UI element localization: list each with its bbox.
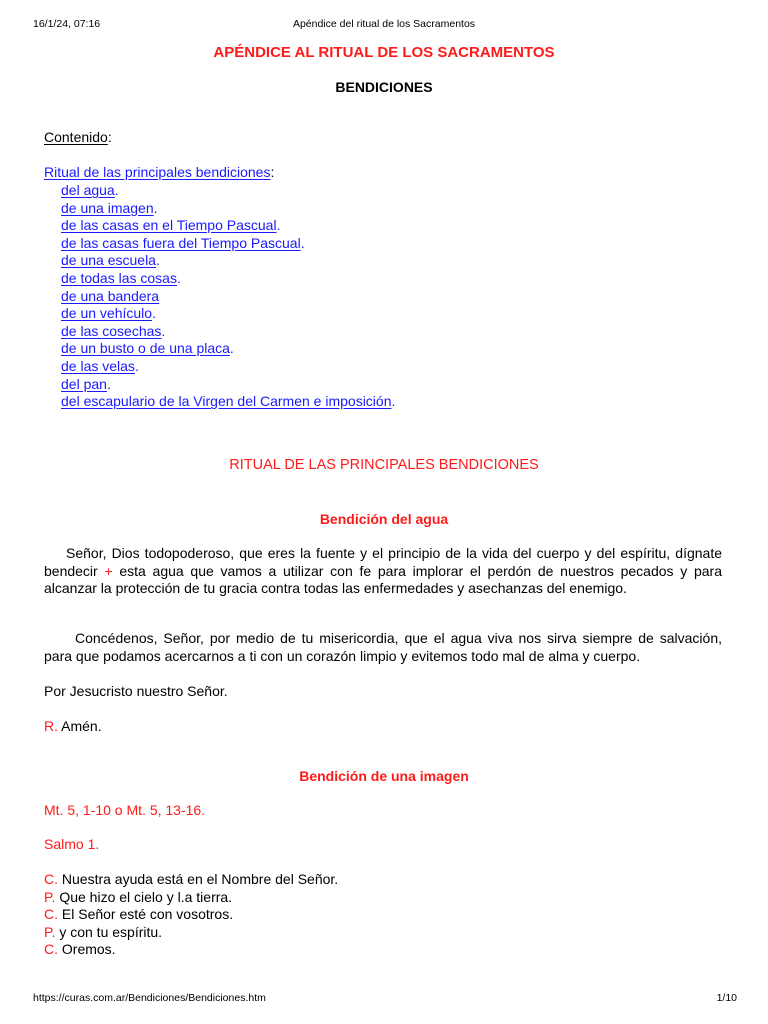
toc-item-suffix: . [114,182,119,198]
print-datetime: 16/1/24, 07:16 [33,18,101,30]
toc-item-suffix: . [161,322,166,339]
toc-item [61,340,234,358]
agua-paragraph-3: Por Jesucristo nuestro Señor. [44,683,228,699]
dialogue-text: Oremos. [58,941,116,958]
imagen-psalm: Salmo 1. [44,836,100,852]
dialogue-speaker: P. [44,923,56,940]
toc-item [61,288,159,306]
dialogue-speaker: P. [44,888,56,905]
toc-item [61,376,111,394]
toc-item-link[interactable]: de todas las cosas [61,270,177,286]
agua-title: Bendición del agua [319,511,449,527]
dialogue-speaker: C. [44,871,58,887]
dialogue-text: El Señor esté con vosotros. [58,906,234,923]
toc-item-link[interactable]: de las velas [61,358,135,374]
toc-item [61,217,280,235]
toc-item-link[interactable]: de las casas fuera del Tiempo Pascual [61,234,301,251]
toc-label: Contenido [44,129,108,145]
agua-paragraph-2: Concédenos, Señor, por medio de tu misericordia, que el agua viva nos sirva siempre de salvación, para que podamos acercarnos a ti con un corazón limpio y evitemos todo mal de alma y cuerpo. [44,630,722,664]
toc-ritual-line [44,164,274,182]
toc-item-suffix: . [176,270,181,286]
print-url: https://curas.com.ar/Bendiciones/Bendiciones.htm [33,992,266,1004]
dialogue-text: Que hizo el cielo y l.a tierra. [55,888,233,905]
response-text: Amén. [58,718,102,734]
toc-item-suffix: . [391,393,396,410]
print-page-number: 1/10 [716,992,737,1004]
dialogue-speaker: C. [44,941,58,958]
toc-item-suffix: . [153,199,158,216]
imagen-title: Bendición de una imagen [299,768,469,784]
toc-item-suffix: . [300,234,305,251]
toc-item-suffix: . [134,358,139,374]
toc-item-suffix: . [155,252,160,269]
dialogue-line [44,906,233,924]
document-subtitle: BENDICIONES [335,79,433,95]
toc-item [61,393,395,411]
toc-item [61,235,305,253]
toc-item-link[interactable]: de un busto o de una placa [61,340,230,357]
toc-item [61,252,160,270]
toc-item [61,323,165,341]
toc-item-link[interactable]: del escapulario de la Virgen del Carmen e imposición [61,393,392,410]
toc-item-link[interactable]: del pan [61,375,107,392]
toc-item-link[interactable]: de una escuela [61,252,156,269]
response-label: R. [44,718,58,734]
section-title: RITUAL DE LAS PRINCIPALES BENDICIONES [229,457,539,473]
agua-response [44,718,102,736]
toc-item-suffix: . [106,375,111,392]
toc-item [61,270,181,288]
toc-item-suffix: . [152,305,156,322]
document-title: APÉNDICE AL RITUAL DE LOS SACRAMENTOS [213,44,555,61]
toc-item [61,358,139,376]
toc-item-link[interactable]: de una imagen [61,199,154,216]
agua-p1-after: esta agua que vamos a utilizar con fe para implorar el perdón de nuestros pecados y para alcanzar la protección de tu gracia contra todas las enfermedades y asechanzas del enemigo. [44,562,723,596]
agua-p1-before: Señor, Dios todopoderoso, que eres la fuente y el principio de la vida del cuerpo y del espíritu, dígnate bendecir [44,545,722,579]
blessing-cross: + [104,562,113,579]
toc-item-link[interactable]: de las casas en el Tiempo Pascual [61,217,277,234]
toc-item [61,305,156,323]
toc-ritual-suffix: : [270,164,275,180]
toc-item [61,182,119,200]
imagen-reading: Mt. 5, 1-10 o Mt. 5, 13-16. [44,802,206,818]
toc-item-link[interactable]: de una bandera [61,287,160,304]
toc-item-link[interactable]: del agua [61,182,115,198]
agua-paragraph-1 [44,545,722,598]
toc-ritual-link[interactable]: Ritual de las principales bendiciones [44,164,271,180]
toc-item-suffix: . [229,340,234,357]
toc-item-suffix: . [276,217,281,234]
toc-item [61,200,158,218]
print-page-title: Apéndice del ritual de los Sacramentos [292,18,476,30]
toc-item-link[interactable]: de un vehículo [61,305,153,322]
dialogue-line [44,941,116,959]
toc-heading [44,129,112,147]
dialogue-text: y con tu espíritu. [55,923,163,940]
dialogue-line [44,889,232,907]
dialogue-text: Nuestra ayuda está en el Nombre del Señor. [58,871,339,887]
dialogue-line [44,871,338,889]
toc-label-suffix: : [107,129,112,145]
dialogue-line [44,924,162,942]
toc-item-link[interactable]: de las cosechas [61,322,162,339]
dialogue-speaker: C. [44,906,58,923]
